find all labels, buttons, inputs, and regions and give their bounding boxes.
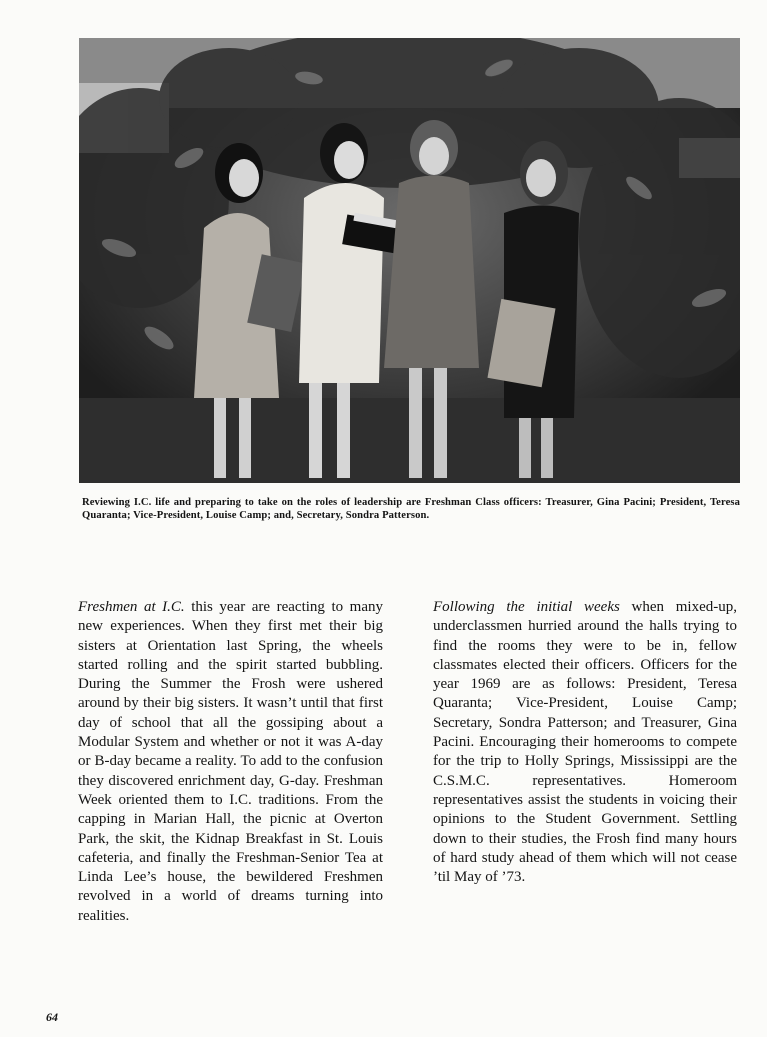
page-number: 64 bbox=[46, 1010, 58, 1024]
left-column-body: this year are reacting to many new experiences. When they first met their big sisters at Orientation last Spring, the wheels started rolling and the spirit started bubbling. During the Summer the Frosh were ushered around by their big sisters. It wasn’t until that first day of school that all the gossiping about a Modular System and whether or not it was A-day or B-day became a reality. To add to the confusion they discovered enrichment day, G-day. Freshman Week oriented them to I.C. traditions. From the capping in Marian Hall, the picnic at Overton Park, the skit, the Kidnap Breakfast in St. Louis cafeteria, and finally the Freshman-Senior Tea at Linda Lee’s house, the bewildered Freshmen revolved in a world of dreams turning into realities. bbox=[78, 599, 383, 924]
left-article-column bbox=[78, 598, 383, 926]
right-column-body: when mixed-up, underclassmen hurried around the halls trying to find the rooms they were to be in, fellow classmates elected their officers. Officers for the year 1969 are as follows: President, Teresa Quaranta; Vice-President, Louise Camp; Secretary, Sondra Patterson; and Treasurer, Gina Pacini. Encouraging their homerooms to compete for the trip to Holly Springs, Mississippi are the C.S.M.C. representatives. Homeroom representatives assist the students in voicing their opinions to the Student Government. Settling down to their studies, the Frosh find many hours of hard study ahead of them which will not cease ’til May of ’73. bbox=[433, 599, 737, 886]
photo-artwork bbox=[79, 38, 740, 483]
right-column-lead: Following the initial weeks bbox=[433, 599, 620, 615]
right-article-column bbox=[433, 598, 737, 887]
left-column-lead: Freshmen at I.C. bbox=[78, 599, 185, 615]
photograph bbox=[79, 38, 740, 483]
photo-caption: Reviewing I.C. life and preparing to take on the roles of leadership are Freshman Class officers: Treasurer, Gina Pacini; President, Teresa Quaranta; Vice-President, Louise Camp; and, Secretary, Sondra Patterson. bbox=[82, 497, 740, 521]
